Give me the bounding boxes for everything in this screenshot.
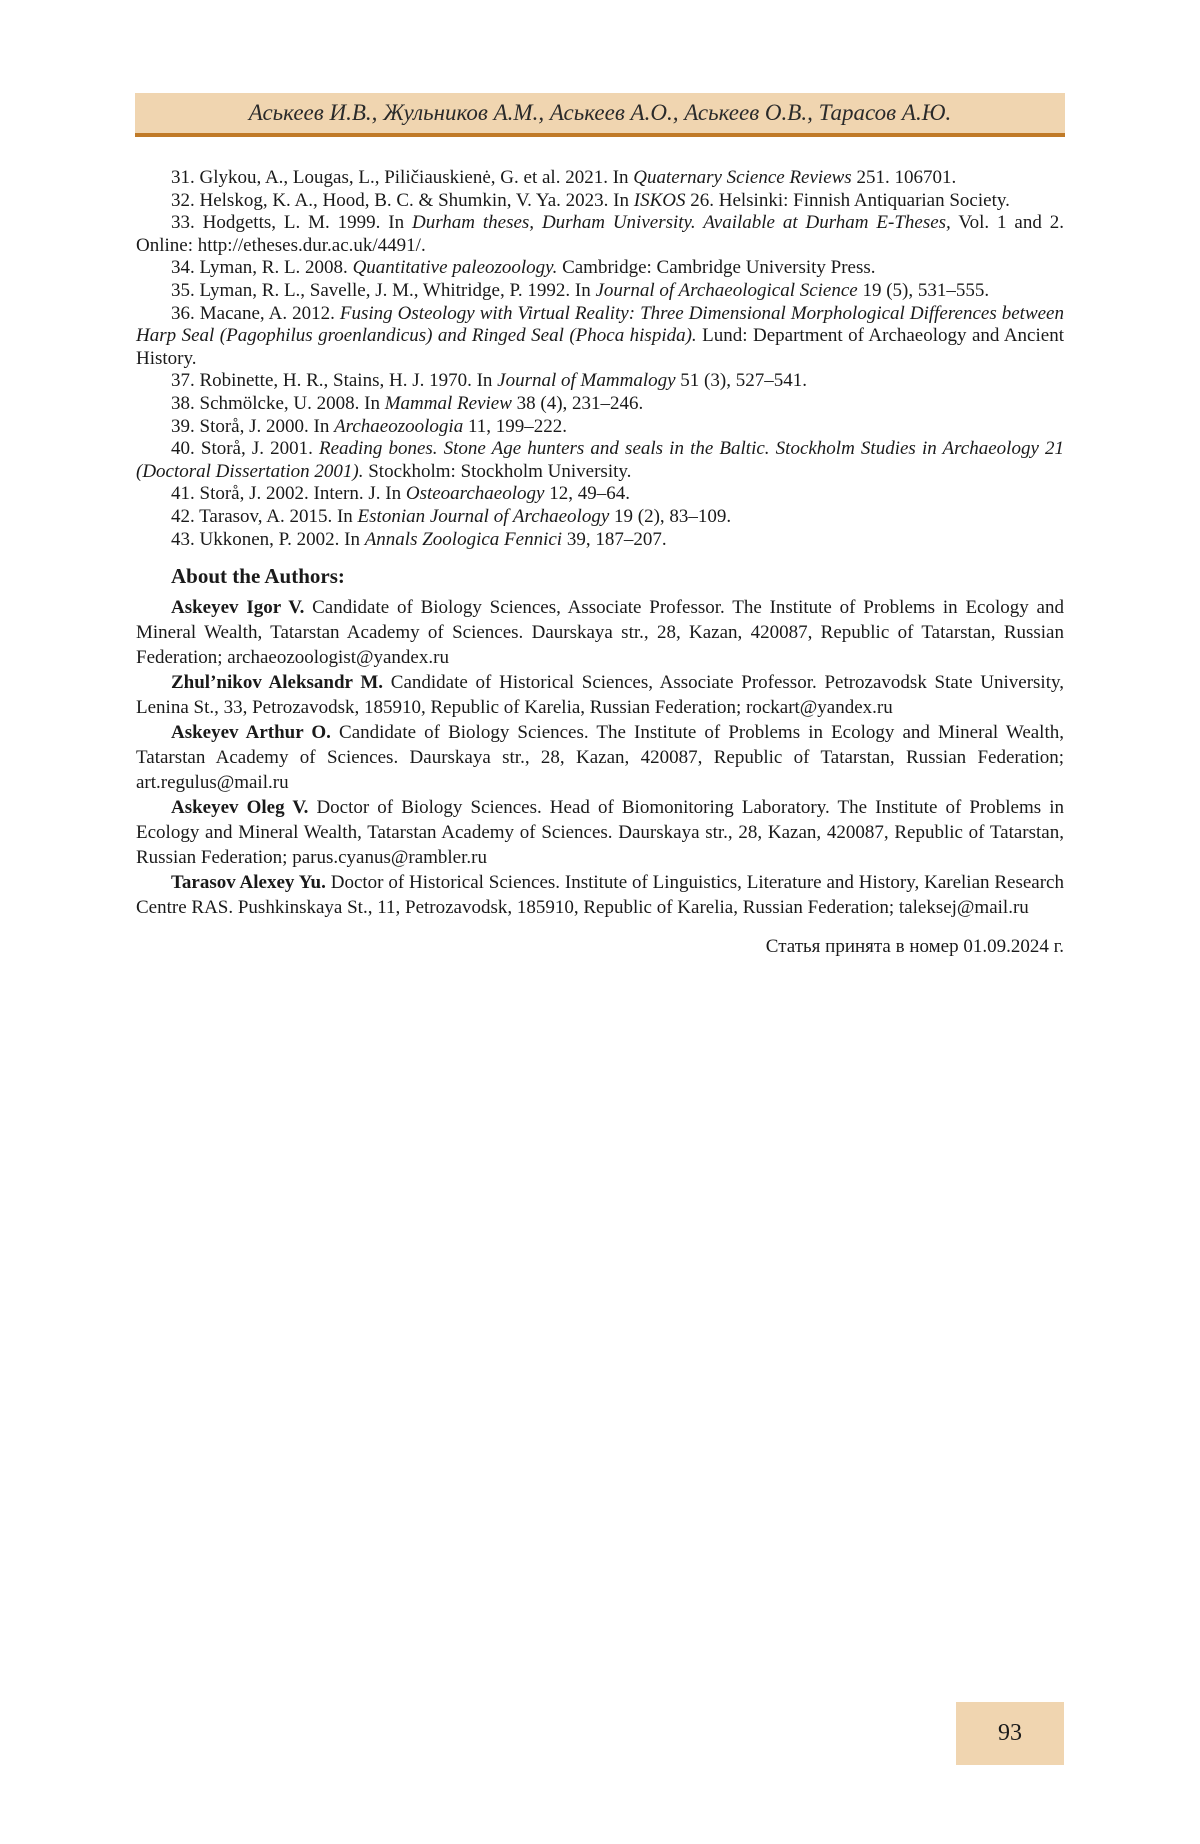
author-name: Askeyev Oleg V. — [171, 797, 309, 819]
author-name: Askeyev Arthur O. — [171, 722, 331, 744]
reference-item: 43. Ukkonen, P. 2002. In Annals Zoologica Fennici 39, 187–207. — [171, 528, 667, 550]
reference-item: 32. Helskog, K. A., Hood, B. C. & Shumkin, V. Ya. 2023. In ISKOS 26. Helsinki: Finnish Antiquarian Society. — [171, 189, 1010, 211]
reference-item: 31. Glykou, A., Lougas, L., Piličiauskienė, G. et al. 2021. In Quaternary Science Reviews 251. 106701. — [171, 167, 957, 188]
author-entry: Askeyev Arthur O. Candidate of Biology Sciences. The Institute of Problems in Ecology and Mineral Wealth, Tatarstan Academy of Sciences. Daurskaya str., 28, Kazan, 420087, Republic of Tatarstan, Russian Federation; art.regulus@mail.ru — [136, 722, 1064, 794]
header-rule — [135, 133, 1065, 137]
author-entry: Tarasov Alexey Yu. Doctor of Historical Sciences. Institute of Linguistics, Literature and History, Karelian Research Centre RAS. Pushkinskaya St., 11, Petrozavodsk, 185910, Republic of Karelia, Russian Federation; taleksej@mail.ru — [136, 872, 1064, 919]
author-name: Zhul’nikov Aleksandr M. — [171, 672, 384, 694]
author-entry: Askeyev Igor V. Candidate of Biology Sciences, Associate Professor. The Institute of Problems in Ecology and Mineral Wealth, Tatarstan Academy of Sciences. Daurskaya str., 28, Kazan, 420087, Republic of Tatarstan, Russian Federation; archaeozoologist@yandex.ru — [136, 597, 1064, 669]
author-name: Tarasov Alexey Yu. — [171, 872, 326, 894]
reference-list — [136, 167, 1064, 551]
author-list — [136, 595, 1064, 920]
reference-item: 42. Tarasov, A. 2015. In Estonian Journal of Archaeology 19 (2), 83–109. — [171, 505, 732, 527]
reference-item: 34. Lyman, R. L. 2008. Quantitative paleozoology. Cambridge: Cambridge University Press. — [171, 257, 876, 279]
reference-item: 41. Storå, J. 2002. Intern. J. In Osteoarchaeology 12, 49–64. — [171, 483, 630, 505]
running-header-authors: Аськеев И.В., Жульников А.М., Аськеев А.О., Аськеев О.В., Тарасов А.Ю. — [248, 100, 952, 125]
author-entry: Askeyev Oleg V. Doctor of Biology Sciences. Head of Biomonitoring Laboratory. The Institute of Problems in Ecology and Mineral Wealth, Tatarstan Academy of Sciences. Daurskaya str., 28, Kazan, 420087, Republic of Tatarstan, Russian Federation; parus.cyanus@rambler.ru — [136, 797, 1064, 869]
author-name: Askeyev Igor V. — [171, 597, 305, 619]
reference-item: 40. Storå, J. 2001. Reading bones. Stone Age hunters and seals in the Baltic. Stockholm Studies in Archaeology 21 (Doctoral Dissertation 2001). Stockholm: Stockholm University. — [136, 438, 1064, 482]
reference-item: 36. Macane, A. 2012. Fusing Osteology with Virtual Reality: Three Dimensional Morphological Differences between Harp Seal (Pagophilus groenlandicus) and Ringed Seal (Phoca hispida). Lund: Department of Archaeology and Ancient History. — [136, 302, 1064, 369]
about-authors-heading: About the Authors: — [171, 564, 345, 589]
author-entry: Zhul’nikov Aleksandr M. Candidate of Historical Sciences, Associate Professor. Petrozavodsk State University, Lenina St., 33, Petrozavodsk, 185910, Republic of Karelia, Russian Federation; rockart@yandex.ru — [136, 672, 1064, 719]
running-header — [135, 93, 1065, 133]
page-number: 93 — [956, 1702, 1064, 1765]
reference-item: 39. Storå, J. 2000. In Archaeozoologia 11, 199–222. — [171, 415, 567, 437]
acceptance-note: Статья принята в номер 01.09.2024 г. — [765, 936, 1064, 958]
reference-item: 33. Hodgetts, L. M. 1999. In Durham theses, Durham University. Available at Durham E-Theses, Vol. 1 and 2. Online: http://etheses.dur.ac.uk/4491/. — [136, 212, 1064, 256]
reference-item: 38. Schmölcke, U. 2008. In Mammal Review 38 (4), 231–246. — [171, 392, 644, 414]
page-content — [136, 167, 1064, 959]
reference-item: 37. Robinette, H. R., Stains, H. J. 1970. In Journal of Mammalogy 51 (3), 527–541. — [171, 370, 807, 392]
reference-item: 35. Lyman, R. L., Savelle, J. M., Whitridge, P. 1992. In Journal of Archaeological Science 19 (5), 531–555. — [171, 279, 990, 301]
